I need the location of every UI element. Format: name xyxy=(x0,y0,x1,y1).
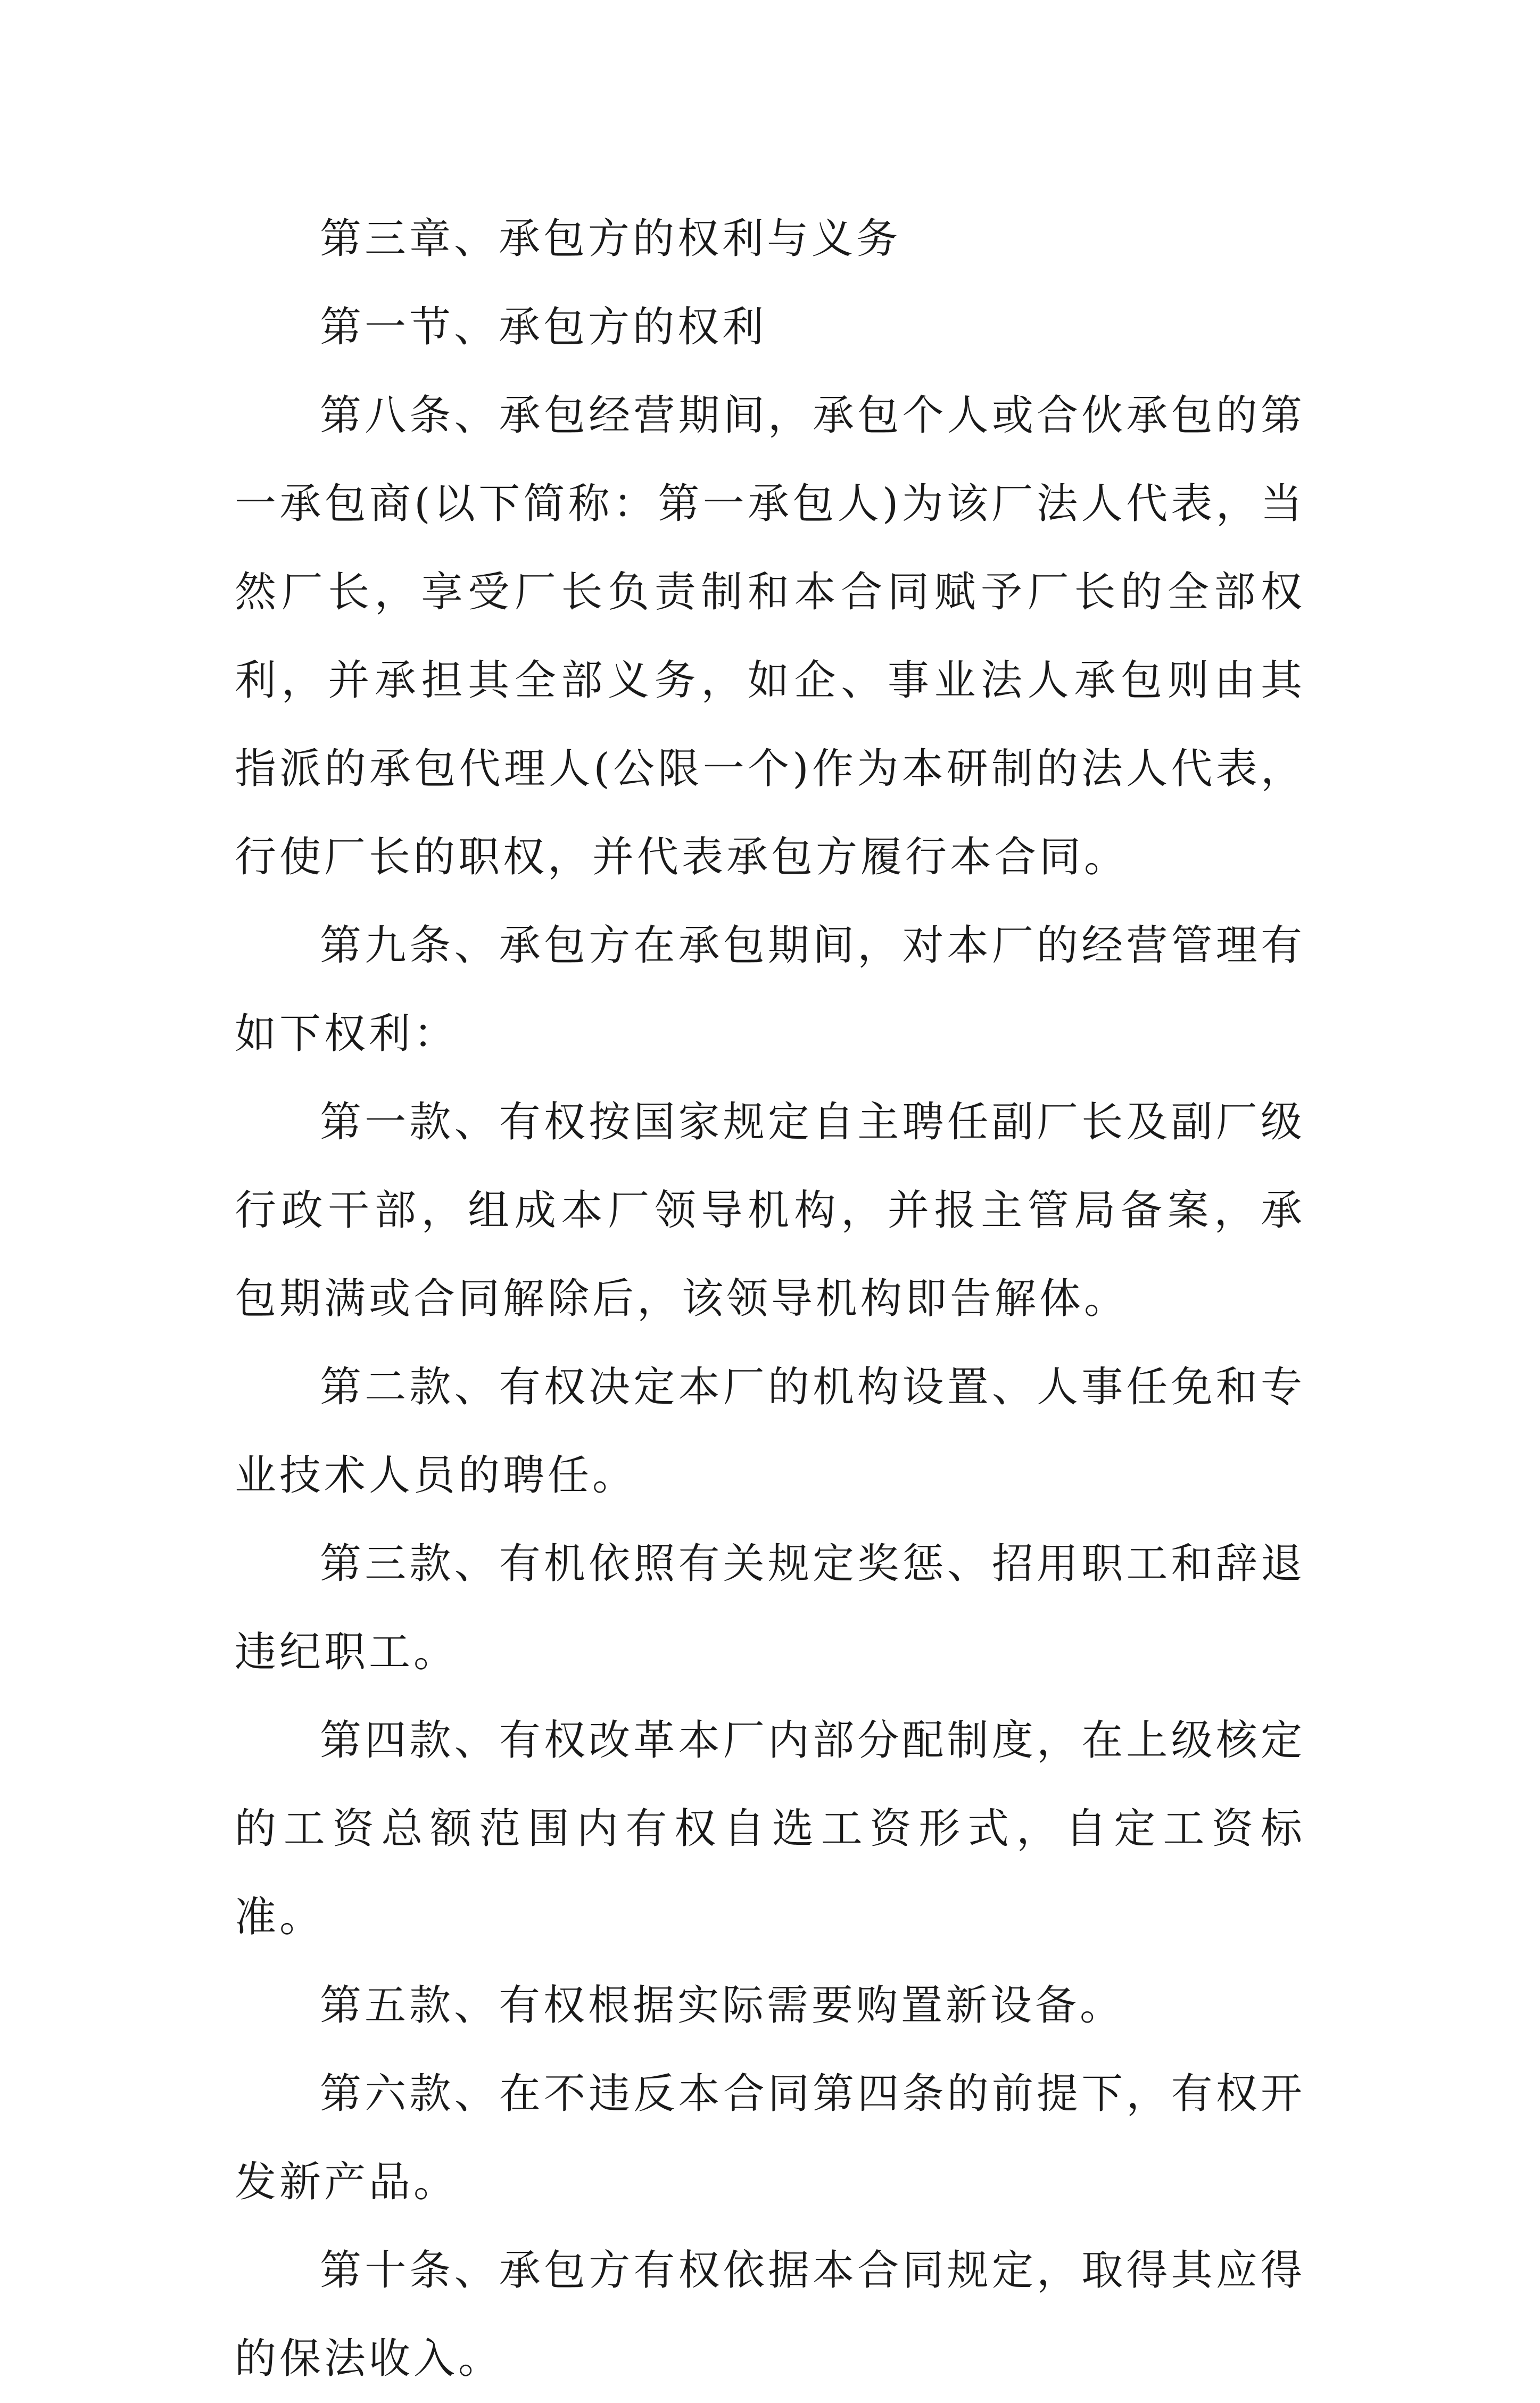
article-8-paragraph: 第八条、承包经营期间，承包个人或合伙承包的第一承包商(以下简称：第一承包人)为该厂法人代表，当然厂长，享受厂长负责制和本合同赋予厂长的全部权利，并承担其全部义务，如企、事业法人承包则由其指派的承包代理人(公限一个)作为本研制的法人代表，行使厂长的职权，并代表承包方履行本合同。 xyxy=(235,392,1305,881)
article-9-paragraph: 第九条、承包方在承包期间，对本厂的经营管理有如下权利： xyxy=(235,922,1305,1058)
article-10-paragraph: 第十条、承包方有权依据本合同规定，取得其应得的保法收入。 xyxy=(235,2247,1305,2383)
chapter-heading: 第三章、承包方的权利与义务 xyxy=(320,215,901,263)
clause-4-paragraph: 第四款、有权改革本厂内部分配制度，在上级核定的工资总额范围内有权自选工资形式，自定工资标准。 xyxy=(235,1717,1305,1941)
clause-1-paragraph: 第一款、有权按国家规定自主聘任副厂长及副厂级行政干部，组成本厂领导机构，并报主管局备案，承包期满或合同解除后，该领导机构即告解体。 xyxy=(235,1098,1305,1323)
document-body xyxy=(235,195,1305,2403)
clause-3-paragraph: 第三款、有机依照有关规定奖惩、招用职工和辞退违纪职工。 xyxy=(235,1540,1305,1676)
clause-2-paragraph: 第二款、有权决定本厂的机构设置、人事任免和专业技术人员的聘任。 xyxy=(235,1363,1305,1499)
clause-6-paragraph: 第六款、在不违反本合同第四条的前提下，有权开发新产品。 xyxy=(235,2070,1305,2206)
section-heading: 第一节、承包方的权利 xyxy=(320,303,767,351)
clause-5-paragraph: 第五款、有权根据实际需要购置新设备。 xyxy=(320,1982,1125,2029)
